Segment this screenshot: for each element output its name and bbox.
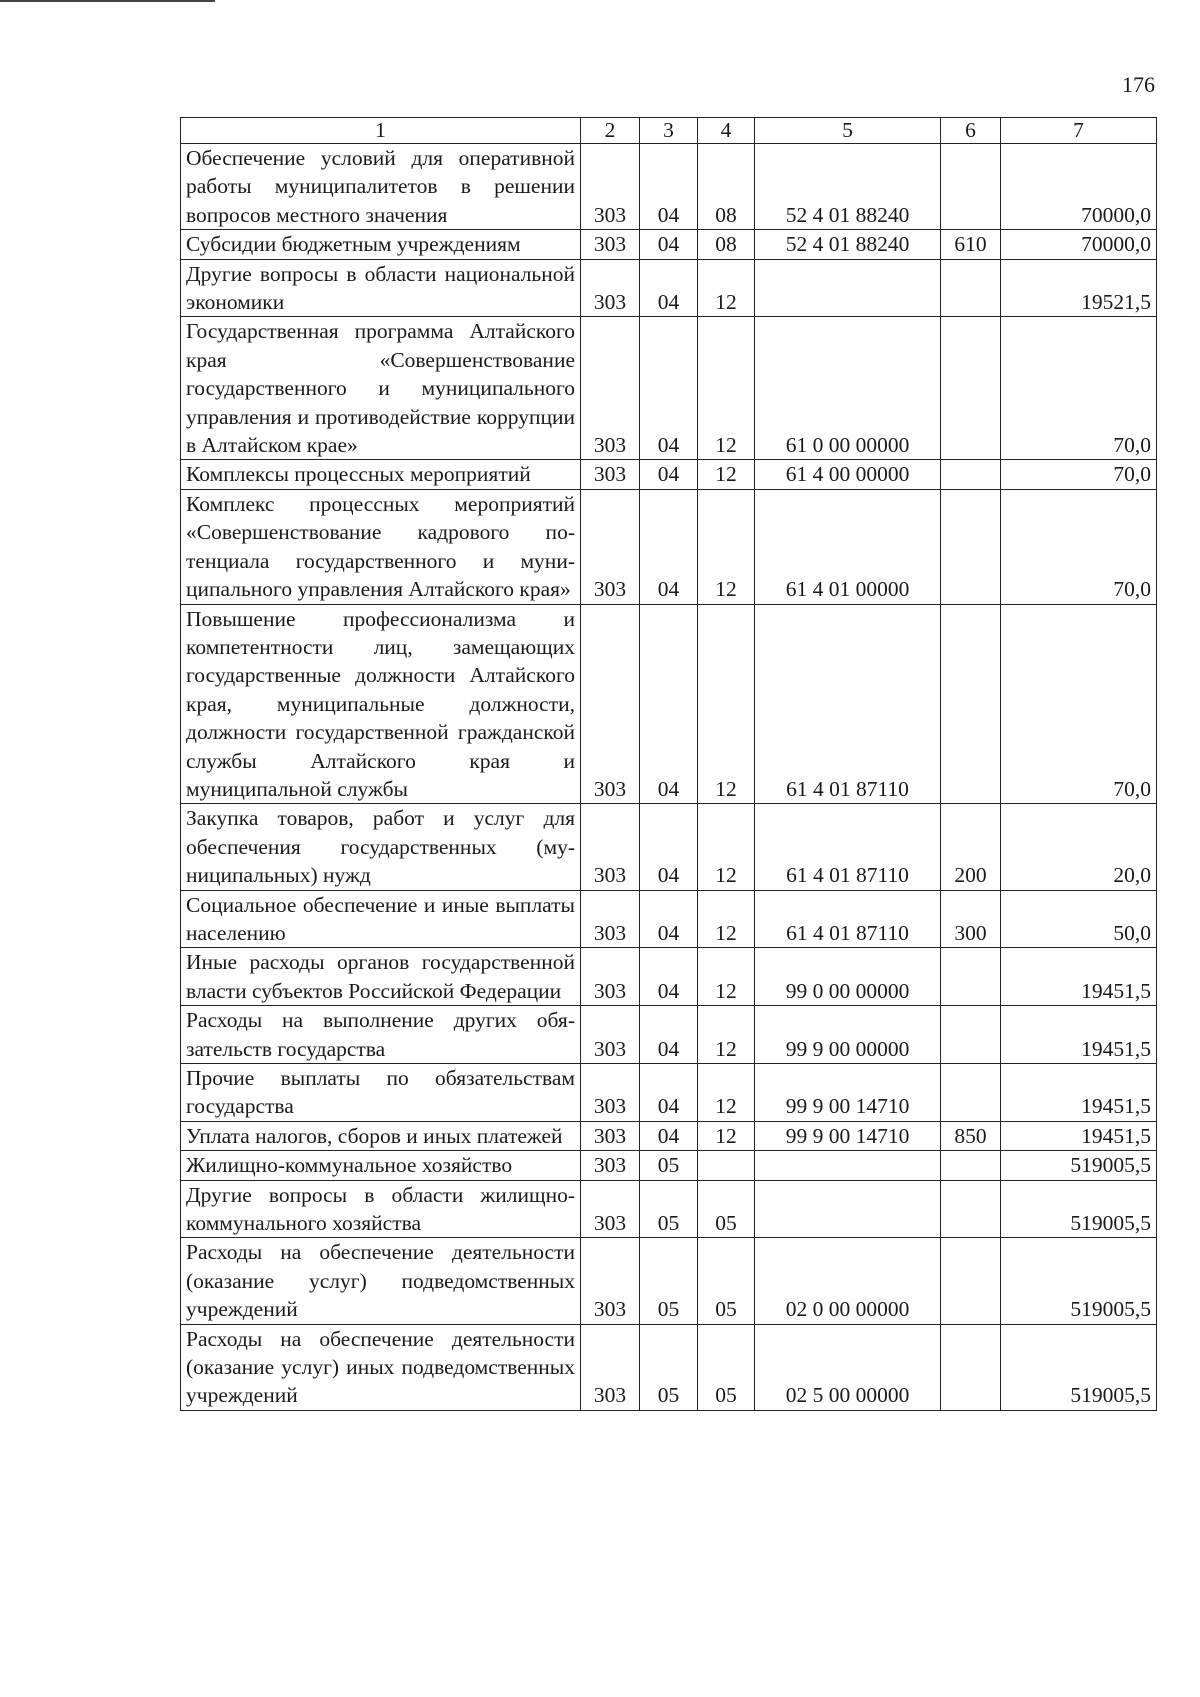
- chapter-code-cell: 303: [581, 489, 640, 604]
- header-cell: 7: [1001, 118, 1157, 144]
- chapter-code-cell: 303: [581, 1151, 640, 1180]
- row-name-cell: Другие вопросы в области национальной экономики: [181, 259, 581, 317]
- expense-type-cell: [941, 1064, 1001, 1122]
- table-row: [181, 948, 1157, 1006]
- subsection-code-cell: 08: [698, 144, 755, 230]
- target-article-cell: 99 0 00 00000: [755, 948, 941, 1006]
- subsection-code-cell: 12: [698, 259, 755, 317]
- chapter-code-cell: 303: [581, 1006, 640, 1064]
- section-code-cell: 04: [640, 804, 698, 890]
- row-name-cell: Комплекс процессных мероприятий «Совершенствование кадрового потенциала государственного и муниципального управления Алтайского края»: [181, 489, 581, 604]
- target-article-cell: 99 9 00 14710: [755, 1064, 941, 1122]
- amount-cell: 70,0: [1001, 604, 1157, 804]
- table-row: [181, 230, 1157, 259]
- target-article-cell: 61 4 00 00000: [755, 460, 941, 489]
- subsection-code-cell: 12: [698, 1121, 755, 1150]
- expense-type-cell: [941, 948, 1001, 1006]
- chapter-code-cell: 303: [581, 317, 640, 460]
- top-rule: [0, 0, 215, 2]
- row-name-cell: Закупка товаров, работ и услуг для обеспечения государственных (муниципальных) нужд: [181, 804, 581, 890]
- amount-cell: 519005,5: [1001, 1180, 1157, 1238]
- expense-type-cell: [941, 144, 1001, 230]
- row-name-cell: Уплата налогов, сборов и иных платежей: [181, 1121, 581, 1150]
- subsection-code-cell: 12: [698, 804, 755, 890]
- expense-type-cell: 850: [941, 1121, 1001, 1150]
- subsection-code-cell: 12: [698, 489, 755, 604]
- amount-cell: 519005,5: [1001, 1324, 1157, 1410]
- chapter-code-cell: 303: [581, 948, 640, 1006]
- target-article-cell: 61 4 01 00000: [755, 489, 941, 604]
- subsection-code-cell: 12: [698, 604, 755, 804]
- header-cell: 2: [581, 118, 640, 144]
- subsection-code-cell: 05: [698, 1324, 755, 1410]
- target-article-cell: 61 4 01 87110: [755, 804, 941, 890]
- row-name-cell: Государственная программа Алтайского края «Совершенствование государственного и муниципального управления и противодействие коррупции в Алтайском крае»: [181, 317, 581, 460]
- chapter-code-cell: 303: [581, 1180, 640, 1238]
- table-row: [181, 259, 1157, 317]
- table-row: [181, 317, 1157, 460]
- row-name-cell: Социальное обеспечение и иные выплаты населению: [181, 890, 581, 948]
- chapter-code-cell: 303: [581, 1238, 640, 1324]
- row-name-cell: Повышение профессионализма и компетентности лиц, замещающих государственные должности Алтайского края, муниципальные должности, должности государственной гражданской службы Алтайского края и муниципальной службы: [181, 604, 581, 804]
- header-cell: 5: [755, 118, 941, 144]
- amount-cell: 50,0: [1001, 890, 1157, 948]
- expense-type-cell: 610: [941, 230, 1001, 259]
- table-row: [181, 1324, 1157, 1410]
- expense-type-cell: [941, 1006, 1001, 1064]
- budget-table: [180, 117, 1157, 1411]
- header-cell: 4: [698, 118, 755, 144]
- section-code-cell: 04: [640, 489, 698, 604]
- table-row: [181, 144, 1157, 230]
- subsection-code-cell: 12: [698, 948, 755, 1006]
- target-article-cell: 99 9 00 14710: [755, 1121, 941, 1150]
- subsection-code-cell: 12: [698, 890, 755, 948]
- amount-cell: 19451,5: [1001, 948, 1157, 1006]
- section-code-cell: 04: [640, 890, 698, 948]
- subsection-code-cell: 12: [698, 460, 755, 489]
- subsection-code-cell: [698, 1151, 755, 1180]
- chapter-code-cell: 303: [581, 230, 640, 259]
- amount-cell: 20,0: [1001, 804, 1157, 890]
- expense-type-cell: 200: [941, 804, 1001, 890]
- chapter-code-cell: 303: [581, 804, 640, 890]
- subsection-code-cell: 12: [698, 1006, 755, 1064]
- row-name-cell: Жилищно-коммунальное хозяйство: [181, 1151, 581, 1180]
- table-row: [181, 1180, 1157, 1238]
- expense-type-cell: [941, 1238, 1001, 1324]
- target-article-cell: 52 4 01 88240: [755, 230, 941, 259]
- expense-type-cell: [941, 489, 1001, 604]
- chapter-code-cell: 303: [581, 144, 640, 230]
- amount-cell: 70,0: [1001, 317, 1157, 460]
- chapter-code-cell: 303: [581, 604, 640, 804]
- page-number: 176: [1122, 72, 1155, 97]
- row-name-cell: Прочие выплаты по обязательствам государства: [181, 1064, 581, 1122]
- table-row: [181, 1006, 1157, 1064]
- header-cell: 6: [941, 118, 1001, 144]
- expense-type-cell: [941, 1151, 1001, 1180]
- row-name-cell: Комплексы процессных мероприятий: [181, 460, 581, 489]
- amount-cell: 70000,0: [1001, 144, 1157, 230]
- expense-type-cell: 300: [941, 890, 1001, 948]
- section-code-cell: 05: [640, 1324, 698, 1410]
- section-code-cell: 04: [640, 1006, 698, 1064]
- chapter-code-cell: 303: [581, 460, 640, 489]
- expense-type-cell: [941, 259, 1001, 317]
- amount-cell: 70,0: [1001, 489, 1157, 604]
- section-code-cell: 04: [640, 948, 698, 1006]
- amount-cell: 19451,5: [1001, 1064, 1157, 1122]
- table-row: [181, 1121, 1157, 1150]
- row-name-cell: Обеспечение условий для оперативной работы муниципалитетов в решении вопросов местного значения: [181, 144, 581, 230]
- section-code-cell: 04: [640, 259, 698, 317]
- row-name-cell: Иные расходы органов государственной власти субъектов Российской Федерации: [181, 948, 581, 1006]
- amount-cell: 70000,0: [1001, 230, 1157, 259]
- expense-type-cell: [941, 1324, 1001, 1410]
- target-article-cell: 61 0 00 00000: [755, 317, 941, 460]
- chapter-code-cell: 303: [581, 1121, 640, 1150]
- section-code-cell: 04: [640, 1121, 698, 1150]
- row-name-cell: Другие вопросы в области жилищно-коммунального хозяйства: [181, 1180, 581, 1238]
- table-row: [181, 1064, 1157, 1122]
- target-article-cell: 52 4 01 88240: [755, 144, 941, 230]
- target-article-cell: [755, 1180, 941, 1238]
- expense-type-cell: [941, 604, 1001, 804]
- chapter-code-cell: 303: [581, 259, 640, 317]
- section-code-cell: 04: [640, 317, 698, 460]
- target-article-cell: [755, 259, 941, 317]
- expense-type-cell: [941, 317, 1001, 460]
- table-row: [181, 1238, 1157, 1324]
- amount-cell: 519005,5: [1001, 1238, 1157, 1324]
- row-name-cell: Расходы на выполнение других обязательств государства: [181, 1006, 581, 1064]
- section-code-cell: 04: [640, 1064, 698, 1122]
- row-name-cell: Расходы на обеспечение деятельности (оказание услуг) подведомственных учреждений: [181, 1238, 581, 1324]
- section-code-cell: 04: [640, 460, 698, 489]
- target-article-cell: 02 5 00 00000: [755, 1324, 941, 1410]
- table-row: [181, 1151, 1157, 1180]
- subsection-code-cell: 05: [698, 1238, 755, 1324]
- section-code-cell: 05: [640, 1238, 698, 1324]
- subsection-code-cell: 12: [698, 317, 755, 460]
- row-name-cell: Расходы на обеспечение деятельности (оказание услуг) иных подведомственных учреждений: [181, 1324, 581, 1410]
- table-row: [181, 604, 1157, 804]
- target-article-cell: 99 9 00 00000: [755, 1006, 941, 1064]
- amount-cell: 19451,5: [1001, 1121, 1157, 1150]
- amount-cell: 519005,5: [1001, 1151, 1157, 1180]
- amount-cell: 19521,5: [1001, 259, 1157, 317]
- target-article-cell: [755, 1151, 941, 1180]
- section-code-cell: 04: [640, 230, 698, 259]
- subsection-code-cell: 05: [698, 1180, 755, 1238]
- expense-type-cell: [941, 1180, 1001, 1238]
- header-cell: 1: [181, 118, 581, 144]
- section-code-cell: 05: [640, 1180, 698, 1238]
- target-article-cell: 61 4 01 87110: [755, 604, 941, 804]
- target-article-cell: 61 4 01 87110: [755, 890, 941, 948]
- target-article-cell: 02 0 00 00000: [755, 1238, 941, 1324]
- table-body: [181, 144, 1157, 1411]
- table-row: [181, 489, 1157, 604]
- header-row: [181, 118, 1157, 144]
- chapter-code-cell: 303: [581, 1324, 640, 1410]
- chapter-code-cell: 303: [581, 890, 640, 948]
- amount-cell: 70,0: [1001, 460, 1157, 489]
- section-code-cell: 05: [640, 1151, 698, 1180]
- table-row: [181, 804, 1157, 890]
- row-name-cell: Субсидии бюджетным учреждениям: [181, 230, 581, 259]
- section-code-cell: 04: [640, 144, 698, 230]
- chapter-code-cell: 303: [581, 1064, 640, 1122]
- subsection-code-cell: 08: [698, 230, 755, 259]
- section-code-cell: 04: [640, 604, 698, 804]
- header-cell: 3: [640, 118, 698, 144]
- amount-cell: 19451,5: [1001, 1006, 1157, 1064]
- expense-type-cell: [941, 460, 1001, 489]
- table-row: [181, 890, 1157, 948]
- subsection-code-cell: 12: [698, 1064, 755, 1122]
- table-row: [181, 460, 1157, 489]
